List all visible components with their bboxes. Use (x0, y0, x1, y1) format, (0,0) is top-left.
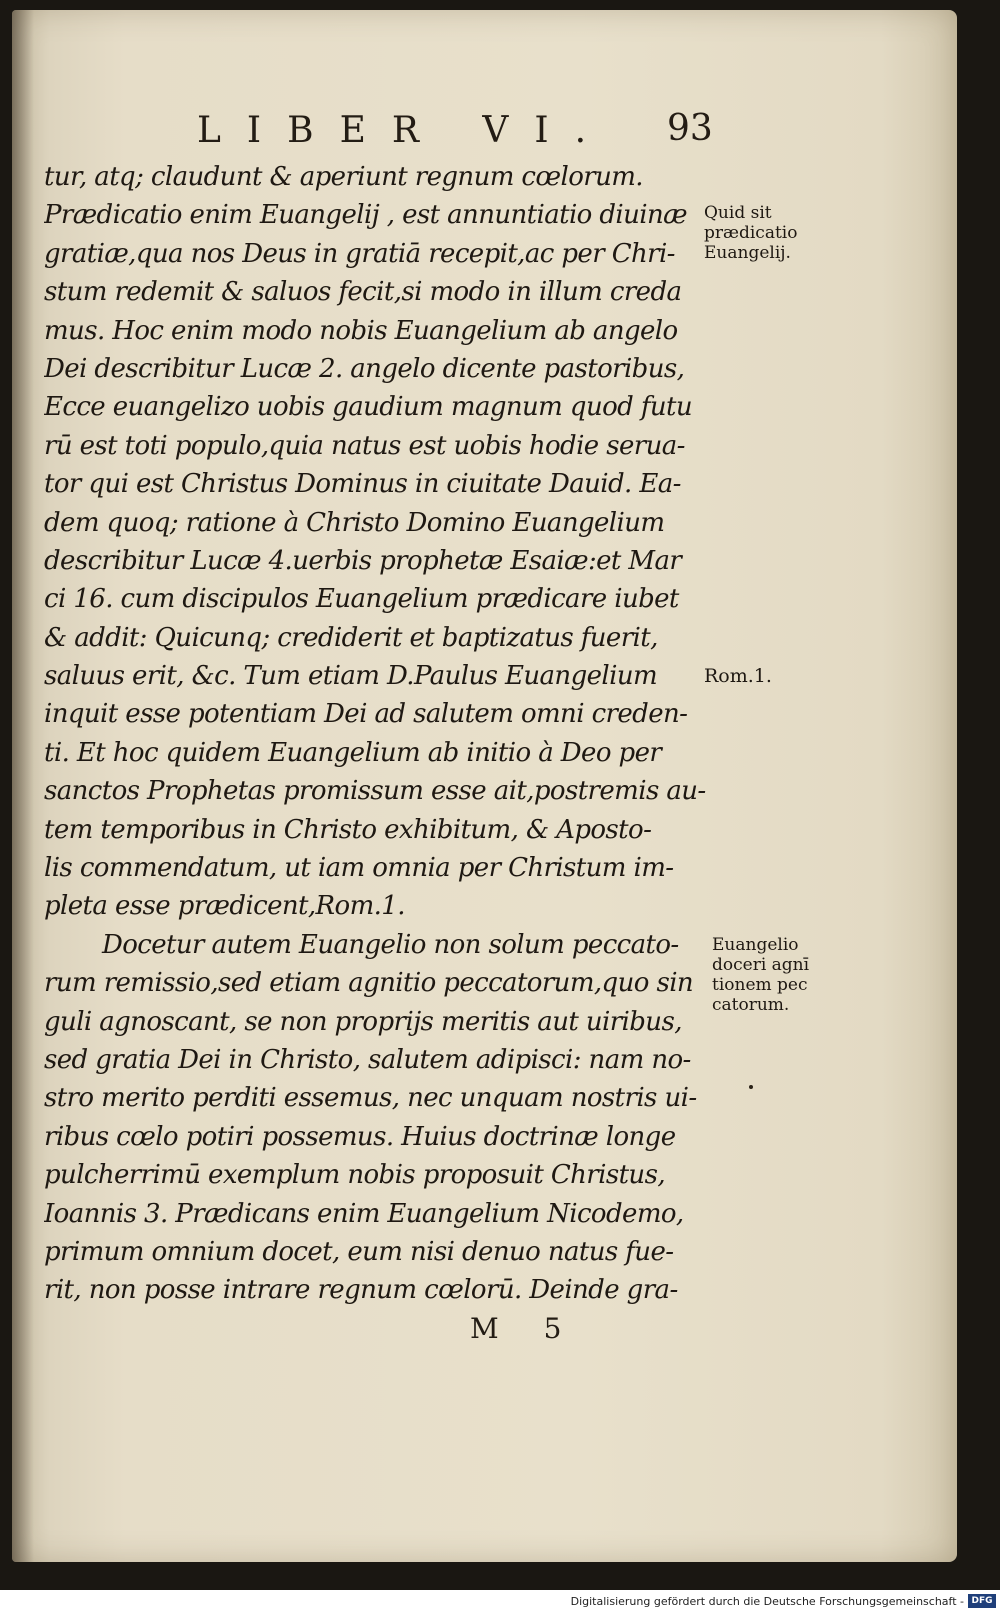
text-line: Prædicatio enim Euangelij , est annuntiatio diuinæ (44, 200, 687, 231)
text-line: Ioannis 3. Prædicans enim Euangelium Nicodemo, (44, 1198, 684, 1229)
ink-spot (749, 1085, 753, 1089)
marginal-line: catorum. (712, 995, 790, 1015)
text-line: sed gratia Dei in Christo, salutem adipisci: nam no- (44, 1044, 691, 1075)
text-line: pulcherrimū exemplum nobis proposuit Christus, (44, 1160, 665, 1191)
text-line: inquit esse potentiam Dei ad salutem omni creden- (44, 699, 688, 730)
text-line: Docetur autem Euangelio non solum peccato- (102, 929, 679, 960)
text-line: gratiæ,qua nos Deus in gratiā recepit,ac per Chri- (44, 238, 675, 269)
text-line: Dei describitur Lucæ 2. angelo dicente pastoribus, (44, 353, 685, 384)
text-line: guli agnoscant, se non proprijs meritis aut uiribus, (44, 1006, 682, 1037)
marginal-line: doceri agnī (712, 955, 810, 975)
footer-bar (0, 1590, 1000, 1615)
marginal-line: Euangelio (712, 935, 799, 955)
dfg-logo: DFG (968, 1594, 996, 1608)
text-line: rū est toti populo,quia natus est uobis hodie serua- (44, 430, 685, 461)
text-line: pleta esse prædicent,Rom.1. (44, 891, 405, 922)
text-line: stro merito perditi essemus, nec unquam nostris ui- (44, 1083, 697, 1114)
marginal-line: Euangelij. (704, 243, 791, 263)
funding-credit: Digitalisierung gefördert durch die Deutsche Forschungsgemeinschaft - (570, 1595, 964, 1608)
text-line: Ecce euangelizo uobis gaudium magnum quod futu (44, 392, 693, 423)
text-line: tem temporibus in Christo exhibitum, & Aposto- (44, 814, 652, 845)
text-line: rum remissio,sed etiam agnitio peccatorum,quo sin (44, 968, 694, 999)
running-head: LIBER VI. (197, 110, 613, 151)
gutter-shadow (12, 10, 34, 1562)
text-line: ribus cœlo potiri possemus. Huius doctrinæ longe (44, 1121, 676, 1152)
text-line: sanctos Prophetas promissum esse ait,postremis au- (44, 776, 706, 807)
marginal-note-rom (704, 666, 772, 686)
marginal-line: Quid sit (704, 203, 772, 223)
text-line: stum redemit & saluos fecit,si modo in illum creda (44, 277, 682, 308)
text-line: ti. Et hoc quidem Euangelium ab initio à Deo per (44, 737, 662, 768)
marginal-note-praedicatio (704, 203, 797, 263)
text-line: saluus erit, &c. Tum etiam D.Paulus Euangelium (44, 661, 658, 692)
text-line: ci 16. cum discipulos Euangelium prædicare iubet (44, 584, 679, 615)
body-text (44, 158, 714, 1310)
text-line: primum omnium docet, eum nisi denuo natus fue- (44, 1236, 674, 1267)
marginal-line: Rom.1. (704, 665, 772, 687)
page-number: 93 (667, 108, 713, 149)
text-line: tur, atq; claudunt & aperiunt regnum cœlorum. (44, 162, 643, 192)
text-line: mus. Hoc enim modo nobis Euangelium ab angelo (44, 315, 678, 346)
book-page (12, 10, 957, 1562)
marginal-line: tionem pec (712, 975, 808, 995)
text-line: tor qui est Christus Dominus in ciuitate Dauid. Ea- (44, 469, 681, 500)
text-line: rit, non posse intrare regnum cœlorū. Deinde gra- (44, 1275, 678, 1306)
text-line: describitur Lucæ 4.uerbis prophetæ Esaiæ:et Mar (44, 545, 682, 576)
text-line: & addit: Quicunq; crediderit et baptizatus fuerit, (44, 622, 658, 653)
marginal-note-agnitio (712, 935, 809, 1015)
text-line: lis commendatum, ut iam omnia per Christum im- (44, 853, 674, 884)
text-line: dem quoq; ratione à Christo Domino Euangelium (44, 507, 665, 538)
signature-mark: M 5 (470, 1312, 580, 1345)
marginal-line: prædicatio (704, 223, 798, 243)
